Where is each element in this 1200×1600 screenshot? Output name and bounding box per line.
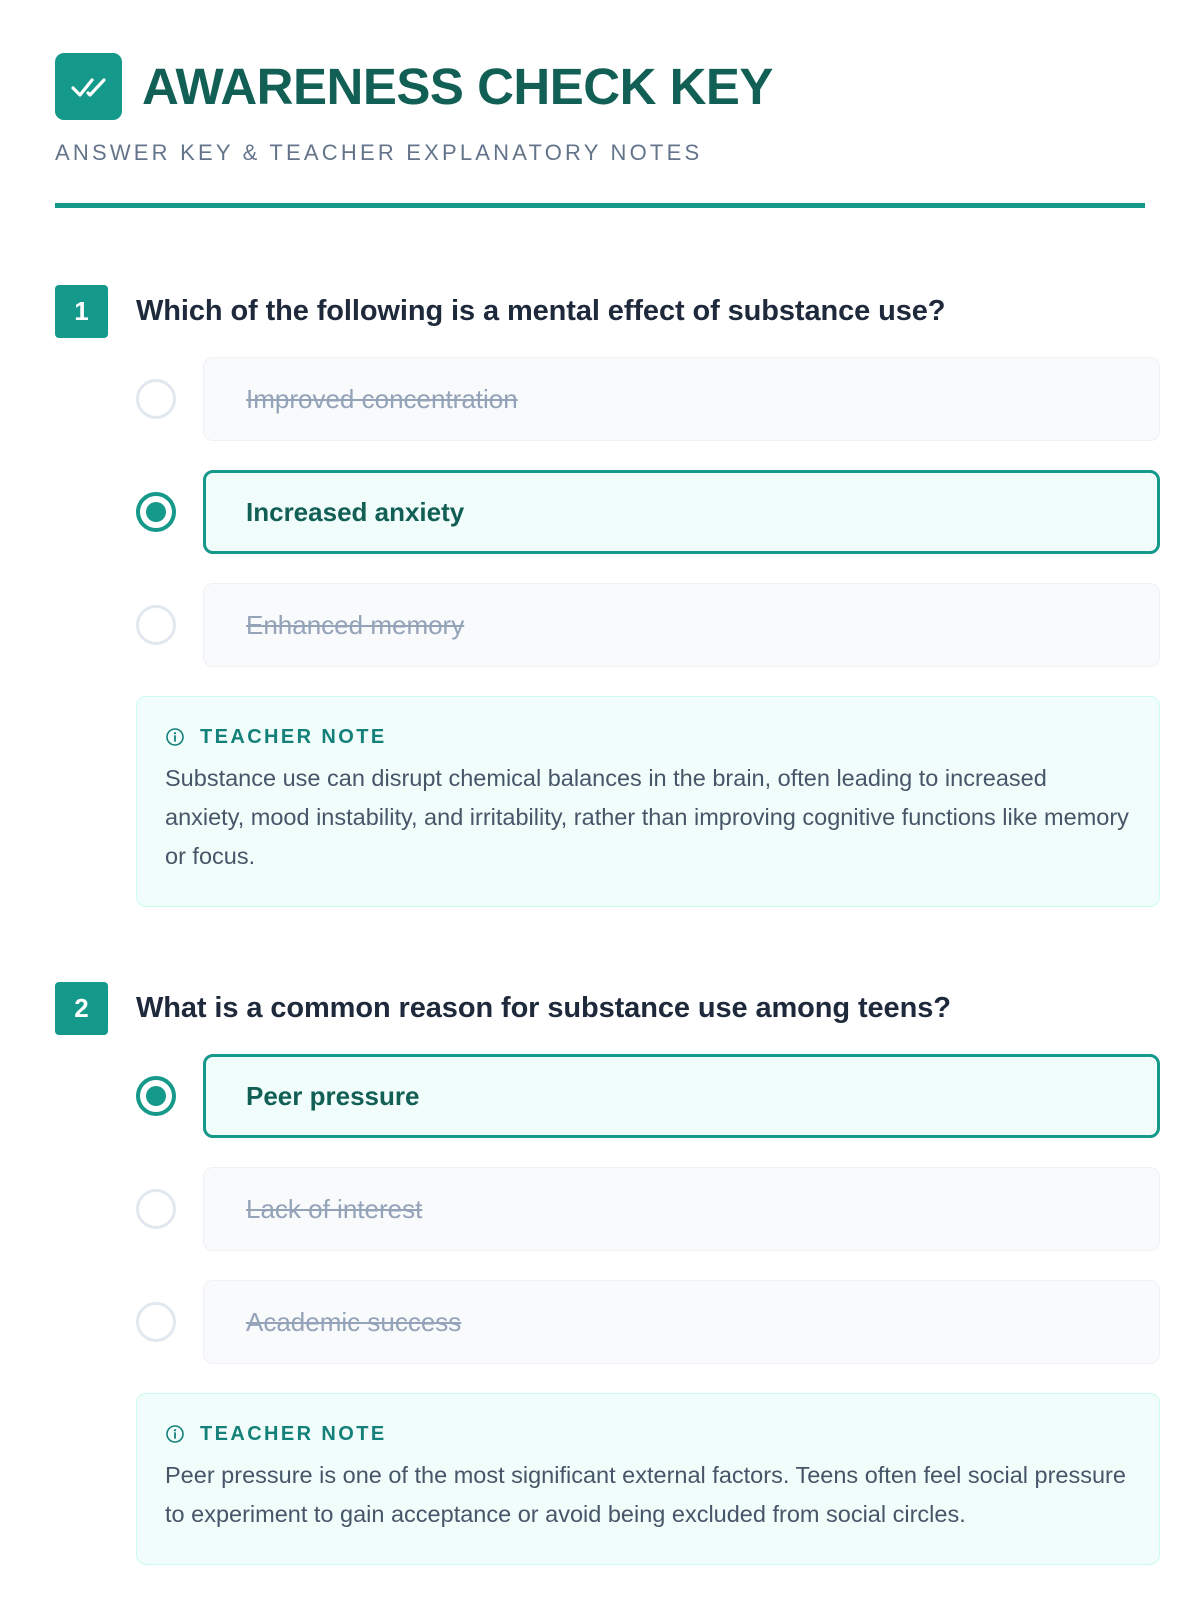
option-label: Peer pressure: [203, 1054, 1160, 1138]
answer-option[interactable]: [136, 583, 1160, 667]
radio-button-selected[interactable]: [136, 492, 176, 532]
radio-button-selected[interactable]: [136, 1076, 176, 1116]
question-text: Which of the following is a mental effect of substance use?: [136, 294, 946, 327]
answer-option[interactable]: [136, 1167, 1160, 1251]
question-header: [55, 982, 1160, 1034]
teacher-note-label: TEACHER NOTE: [200, 725, 387, 748]
teacher-note-header: [165, 725, 1131, 749]
page-subtitle: ANSWER KEY & TEACHER EXPLANATORY NOTES: [55, 140, 703, 165]
option-label: Lack of interest: [203, 1167, 1160, 1251]
answer-option-correct[interactable]: [136, 470, 1160, 554]
radio-button[interactable]: [136, 1302, 176, 1342]
answer-option[interactable]: [136, 357, 1160, 441]
page-header: [55, 0, 1145, 208]
teacher-note-text: Peer pressure is one of the most significant external factors. Teens often feel social pressure to experiment to gain acceptance or avoid being excluded from social circles.: [165, 1462, 1126, 1527]
question-number-badge: 2: [55, 982, 108, 1035]
page-title: AWARENESS CHECK KEY: [142, 58, 773, 115]
info-icon: [165, 727, 185, 747]
option-label: Increased anxiety: [203, 470, 1160, 554]
radio-button[interactable]: [136, 379, 176, 419]
teacher-note: [136, 1393, 1160, 1565]
double-check-icon: [55, 53, 122, 120]
answer-options: [136, 357, 1160, 667]
answer-option[interactable]: [136, 1280, 1160, 1364]
option-label: Academic success: [203, 1280, 1160, 1364]
info-icon: [165, 1424, 185, 1444]
question-2: [55, 982, 1160, 1565]
radio-button[interactable]: [136, 605, 176, 645]
answer-options: [136, 1054, 1160, 1364]
header-divider: [55, 203, 1145, 208]
question-header: [55, 285, 1160, 337]
teacher-note: [136, 696, 1160, 907]
question-number-badge: 1: [55, 285, 108, 338]
teacher-note-text: Substance use can disrupt chemical balances in the brain, often leading to increased anxiety, mood instability, and irritability, rather than improving cognitive functions like memory or focus.: [165, 765, 1129, 869]
title-row: [55, 53, 1145, 120]
teacher-note-label: TEACHER NOTE: [200, 1422, 387, 1445]
option-label: Improved concentration: [203, 357, 1160, 441]
question-1: [55, 285, 1160, 907]
option-label: Enhanced memory: [203, 583, 1160, 667]
radio-button[interactable]: [136, 1189, 176, 1229]
question-text: What is a common reason for substance use among teens?: [136, 991, 951, 1024]
answer-option-correct[interactable]: [136, 1054, 1160, 1138]
teacher-note-header: [165, 1422, 1131, 1446]
